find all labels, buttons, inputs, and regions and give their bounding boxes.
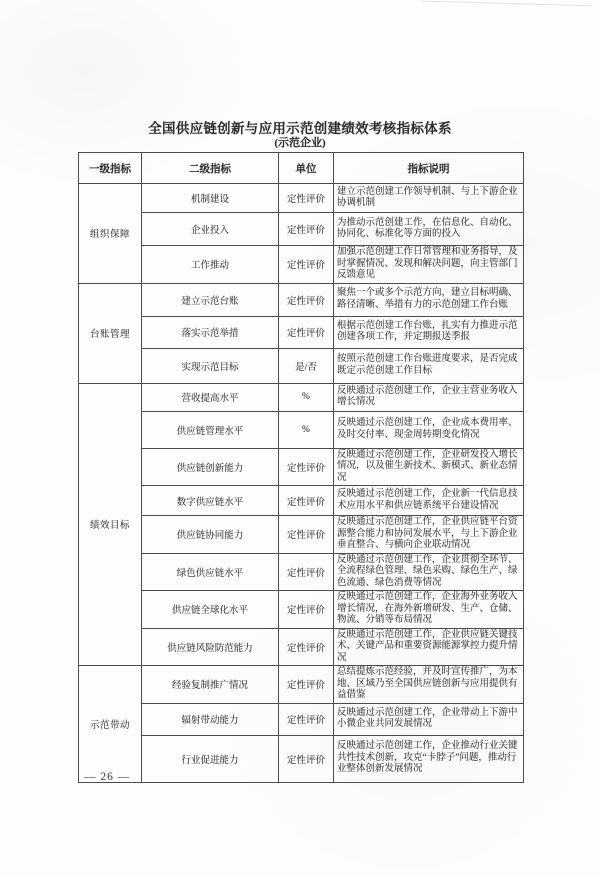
scan-edge-artifact bbox=[422, 1, 592, 7]
level2-cell: 落实示范举措 bbox=[142, 316, 279, 348]
unit-cell: 定性评价 bbox=[279, 666, 334, 704]
table-row bbox=[79, 213, 524, 246]
table-row bbox=[79, 516, 524, 554]
level2-cell: 工作推动 bbox=[142, 246, 279, 284]
table-row bbox=[79, 348, 524, 383]
header-description: 指标说明 bbox=[334, 153, 524, 184]
description-cell: 反映通过示范创建工作，企业供应链平台资源整合能力和协同发展水平，与上下游企业垂直整合、与横向企业联动情况 bbox=[334, 516, 524, 554]
unit-cell: 定性评价 bbox=[279, 735, 334, 782]
description-cell: 反映通过示范创建工作，企业研发投入增长情况，以及催生新技术、新模式、新业态情况 bbox=[334, 448, 524, 486]
unit-cell: 定性评价 bbox=[279, 184, 334, 213]
unit-cell: 定性评价 bbox=[279, 316, 334, 348]
level2-cell: 企业投入 bbox=[142, 213, 279, 246]
description-cell: 总结提炼示范经验，并及时宣传推广，为本地、区域乃至全国供应链创新与应用提供有益借鉴 bbox=[334, 666, 524, 704]
table-row bbox=[79, 246, 524, 284]
level2-cell: 供应链风险防范能力 bbox=[142, 628, 279, 666]
level1-cell-ledger: 台账管理 bbox=[79, 283, 142, 383]
kpi-table bbox=[78, 152, 524, 783]
table-row bbox=[79, 184, 524, 213]
header-level2-indicator: 二级指标 bbox=[142, 153, 279, 184]
page-number: — 26 — bbox=[84, 771, 131, 783]
level2-cell: 供应链管理水平 bbox=[142, 411, 279, 448]
description-cell: 反映通过示范创建工作，企业带动上下游中小微企业共同发展情况 bbox=[334, 703, 524, 735]
unit-cell: 定性评价 bbox=[279, 246, 334, 284]
unit-cell: 定性评价 bbox=[279, 486, 334, 516]
header-level1-indicator: 一级指标 bbox=[79, 153, 142, 184]
table-row bbox=[79, 411, 524, 448]
unit-cell: 定性评价 bbox=[279, 628, 334, 666]
description-cell: 根据示范创建工作台账，扎实有力推进示范创建各项工作，并定期报送季报 bbox=[334, 316, 524, 348]
unit-cell: 定性评价 bbox=[279, 448, 334, 486]
description-cell: 反映通过示范创建工作，企业贯彻全环节、全流程绿色管理、绿色采购、绿色生产、绿色流通、绿色消费等情况 bbox=[334, 553, 524, 591]
level2-cell: 经验复制推广情况 bbox=[142, 666, 279, 704]
unit-cell: 是/否 bbox=[279, 348, 334, 383]
level2-cell: 营收提高水平 bbox=[142, 383, 279, 411]
description-cell: 为推动示范创建工作，在信息化、自动化、协同化、标准化等方面的投入 bbox=[334, 213, 524, 246]
level2-cell: 供应链协同能力 bbox=[142, 516, 279, 554]
description-cell: 反映通过示范创建工作，企业供应链关键技术、关键产品和重要资源能源掌控力提升情况 bbox=[334, 628, 524, 666]
unit-cell: % bbox=[279, 411, 334, 448]
description-cell: 反映通过示范创建工作，企业海外业务收入增长情况，在海外新增研发、生产、仓储、物流、分销等布局情况 bbox=[334, 591, 524, 629]
table-row bbox=[79, 283, 524, 316]
level2-cell: 行业促进能力 bbox=[142, 735, 279, 782]
level1-cell-demonstration: 示范带动 bbox=[79, 666, 142, 783]
unit-cell: % bbox=[279, 383, 334, 411]
description-cell: 加强示范创建工作日常管理和业务指导，及时掌握情况、发现和解决问题，向主管部门反馈意见 bbox=[334, 246, 524, 284]
table-row bbox=[79, 703, 524, 735]
level2-cell: 建立示范台账 bbox=[142, 283, 279, 316]
description-cell: 反映通过示范创建工作，企业新一代信息技术应用水平和供应链系统平台建设情况 bbox=[334, 486, 524, 516]
table-header-row bbox=[79, 153, 524, 184]
level2-cell: 实现示范目标 bbox=[142, 348, 279, 383]
table-row bbox=[79, 383, 524, 411]
table-row bbox=[79, 666, 524, 704]
table-row bbox=[79, 591, 524, 629]
table-row bbox=[79, 735, 524, 782]
level2-cell: 供应链创新能力 bbox=[142, 448, 279, 486]
level2-cell: 数字供应链水平 bbox=[142, 486, 279, 516]
level1-cell-organization: 组织保障 bbox=[79, 184, 142, 284]
unit-cell: 定性评价 bbox=[279, 516, 334, 554]
level2-cell: 机制建设 bbox=[142, 184, 279, 213]
level2-cell: 绿色供应链水平 bbox=[142, 553, 279, 591]
unit-cell: 定性评价 bbox=[279, 553, 334, 591]
table-row bbox=[79, 448, 524, 486]
table-row bbox=[79, 628, 524, 666]
level1-cell-performance: 绩效目标 bbox=[79, 383, 142, 666]
description-cell: 反映通过示范创建工作，企业主营业务收入增长情况 bbox=[334, 383, 524, 411]
document-subtitle: (示范企业) bbox=[274, 137, 326, 149]
header-unit: 单位 bbox=[279, 153, 334, 184]
unit-cell: 定性评价 bbox=[279, 591, 334, 629]
description-cell: 按照示范创建工作台账进度要求，是否完成既定示范创建工作目标 bbox=[334, 348, 524, 383]
unit-cell: 定性评价 bbox=[279, 213, 334, 246]
table-row bbox=[79, 553, 524, 591]
document-title: 全国供应链创新与应用示范创建绩效考核指标体系 bbox=[148, 121, 452, 136]
table-row bbox=[79, 316, 524, 348]
unit-cell: 定性评价 bbox=[279, 703, 334, 735]
level2-cell: 供应链全球化水平 bbox=[142, 591, 279, 629]
description-cell: 反映通过示范创建工作，企业推动行业关键共性技术创新，攻克“卡脖子”问题，推动行业整体创新发展情况 bbox=[334, 735, 524, 782]
unit-cell: 定性评价 bbox=[279, 283, 334, 316]
description-cell: 聚焦一个或多个示范方向，建立目标明确、路径清晰、举措有力的示范创建工作台账 bbox=[334, 283, 524, 316]
description-cell: 建立示范创建工作领导机制、与上下游企业协调机制 bbox=[334, 184, 524, 213]
level2-cell: 辐射带动能力 bbox=[142, 703, 279, 735]
table-row bbox=[79, 486, 524, 516]
description-cell: 反映通过示范创建工作，企业成本费用率、及时交付率、现金周转期变化情况 bbox=[334, 411, 524, 448]
